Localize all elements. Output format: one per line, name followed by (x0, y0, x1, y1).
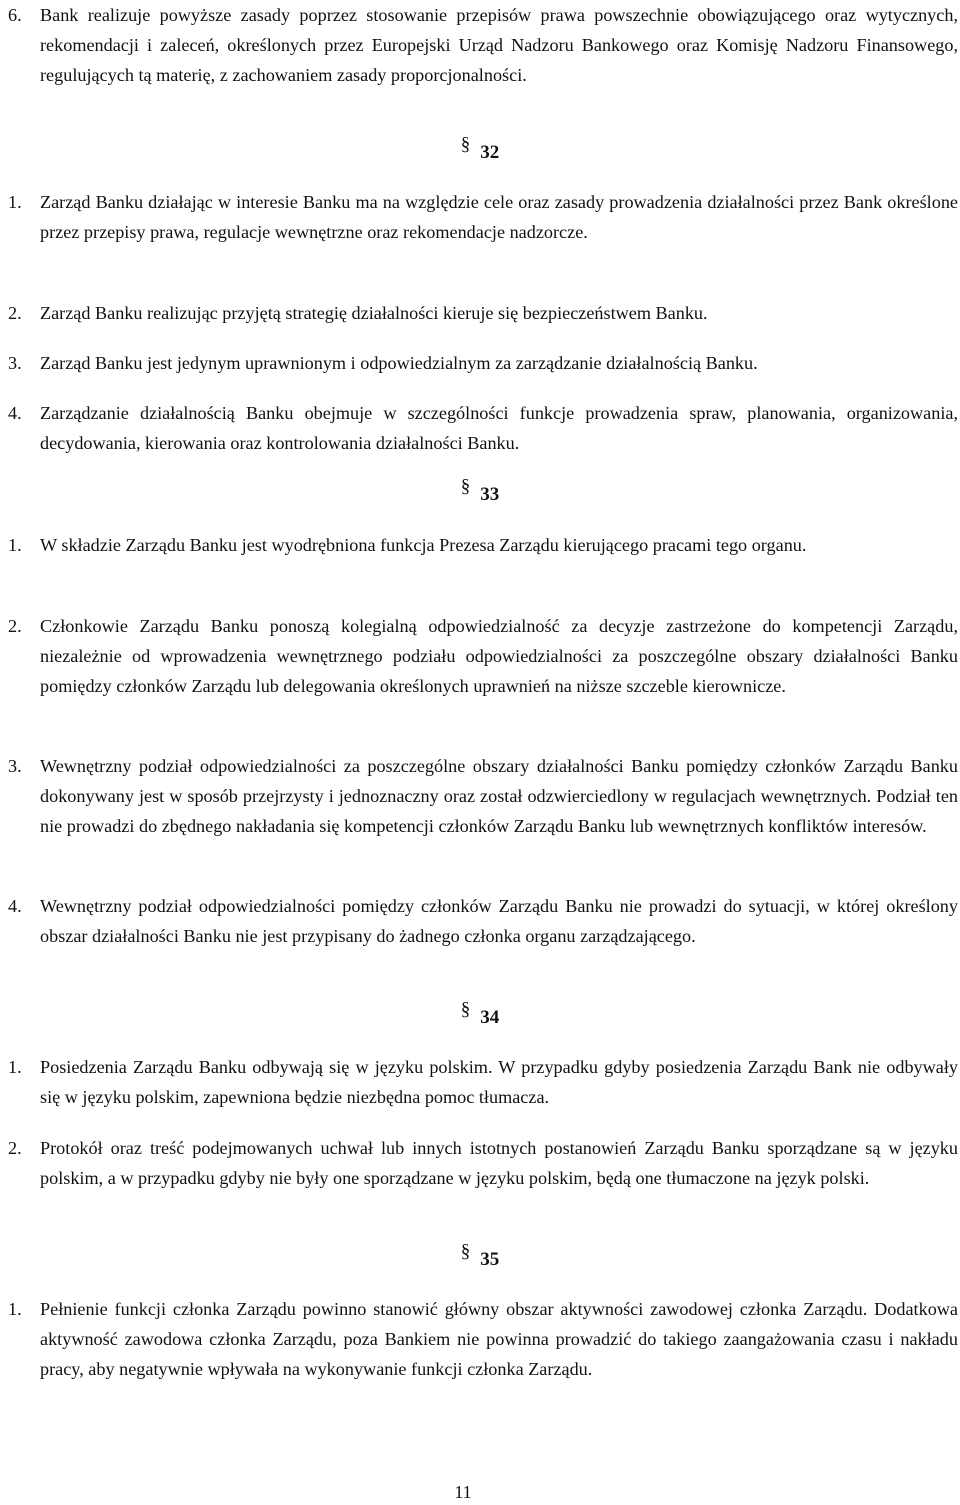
point-text: Członkowie Zarządu Banku ponoszą kolegialną odpowiedzialność za decyzje zastrzeżone do kompetencji Zarządu, niezależnie od wprowadzenia wewnętrznego podziału odpowiedzialności za poszczególne obszary działalności Banku pomiędzy członków Zarządu lub delegowania określonych uprawnień na niższe szczeble kierownicze. (40, 616, 958, 696)
section-33-point-4 (8, 891, 958, 951)
section-heading-32 (0, 134, 960, 168)
point-text: Pełnienie funkcji członka Zarządu powinno stanowić główny obszar aktywności zawodowej członka Zarządu. Dodatkowa aktywność zawodowa członka Zarządu, poza Bankiem nie powinna prowadzić do takiego zaangażowania czasu i nakładu pracy, aby negatywnie wpływała na wykonywanie funkcji członka Zarządu. (40, 1299, 958, 1379)
section-number: 34 (480, 1007, 500, 1028)
point-text: Zarząd Banku realizując przyjętą strategię działalności kieruje się bezpieczeństwem Banku. (40, 303, 708, 323)
section-33-point-3 (8, 751, 958, 841)
section-32-point-3 (8, 348, 958, 378)
section-32-point-1 (8, 187, 958, 247)
point-number: 2. (8, 1138, 22, 1158)
section-symbol: § (460, 999, 471, 1020)
point-text: Wewnętrzny podział odpowiedzialności za poszczególne obszary działalności Banku pomiędzy członków Zarządu Banku dokonywany jest w sposób przejrzysty i jednoznaczny oraz został odzwierciedlony w regulacjach wewnętrznych. Podział ten nie prowadzi do zbędnego nakładania się kompetencji członków Zarządu Banku lub wewnętrznych konfliktów interesów. (40, 756, 958, 836)
point-number: 1. (8, 1299, 22, 1319)
section-32-point-4 (8, 398, 958, 458)
section-symbol: § (460, 1241, 471, 1262)
point-number: 3. (8, 353, 22, 373)
section-33-point-1 (8, 530, 958, 560)
paragraph-number: 6. (8, 5, 22, 25)
section-symbol: § (460, 134, 471, 155)
page-number: 11 (454, 1482, 472, 1502)
section-heading-35 (0, 1241, 960, 1275)
point-text: Zarząd Banku jest jedynym uprawnionym i odpowiedzialnym za zarządzanie działalnością Banku. (40, 353, 758, 373)
section-heading-34 (0, 999, 960, 1033)
section-35-point-1 (8, 1294, 958, 1384)
point-number: 1. (8, 1057, 22, 1077)
point-text: Zarząd Banku działając w interesie Banku ma na względzie cele oraz zasady prowadzenia działalności przez Bank określone przez przepisy prawa, regulacje wewnętrzne oraz rekomendacje nadzorcze. (40, 192, 958, 242)
section-number: 33 (480, 484, 500, 505)
point-number: 2. (8, 616, 22, 636)
paragraph-text: Bank realizuje powyższe zasady poprzez stosowanie przepisów prawa powszechnie obowiązującego oraz wytycznych, rekomendacji i zaleceń, określonych przez Europejski Urząd Nadzoru Bankowego oraz Komisję Nadzoru Finansowego, regulujących tą materię, z zachowaniem zasady proporcjonalności. (40, 5, 958, 85)
point-text: Zarządzanie działalnością Banku obejmuje w szczególności funkcje prowadzenia spraw, planowania, organizowania, decydowania, kierowania oraz kontrolowania działalności Banku. (40, 403, 958, 453)
section-32-point-2 (8, 298, 958, 328)
point-number: 1. (8, 192, 22, 212)
section-34-point-2 (8, 1133, 958, 1193)
point-text: Protokół oraz treść podejmowanych uchwał lub innych istotnych postanowień Zarządu Banku sporządzane są w języku polskim, a w przypadku gdyby nie były one sporządzane w języku polskim, będą one tłumaczone na język polski. (40, 1138, 958, 1188)
section-heading-33 (0, 476, 960, 510)
point-number: 1. (8, 535, 22, 555)
point-text: W składzie Zarządu Banku jest wyodrębniona funkcja Prezesa Zarządu kierującego pracami tego organu. (40, 535, 807, 555)
section-33-point-2 (8, 611, 958, 701)
section-number: 32 (480, 142, 500, 163)
point-text: Wewnętrzny podział odpowiedzialności pomiędzy członków Zarządu Banku nie prowadzi do sytuacji, w której określony obszar działalności Banku nie jest przypisany do żadnego członka organu zarządzającego. (40, 896, 958, 946)
point-number: 4. (8, 896, 22, 916)
point-text: Posiedzenia Zarządu Banku odbywają się w języku polskim. W przypadku gdyby posiedzenia Zarządu Bank nie odbywały się w języku polskim, zapewniona będzie niezbędna pomoc tłumacza. (40, 1057, 958, 1107)
point-number: 2. (8, 303, 22, 323)
point-number: 4. (8, 403, 22, 423)
section-symbol: § (460, 476, 471, 497)
paragraph-6 (8, 0, 958, 90)
section-34-point-1 (8, 1052, 958, 1112)
point-number: 3. (8, 756, 22, 776)
section-number: 35 (480, 1249, 500, 1270)
